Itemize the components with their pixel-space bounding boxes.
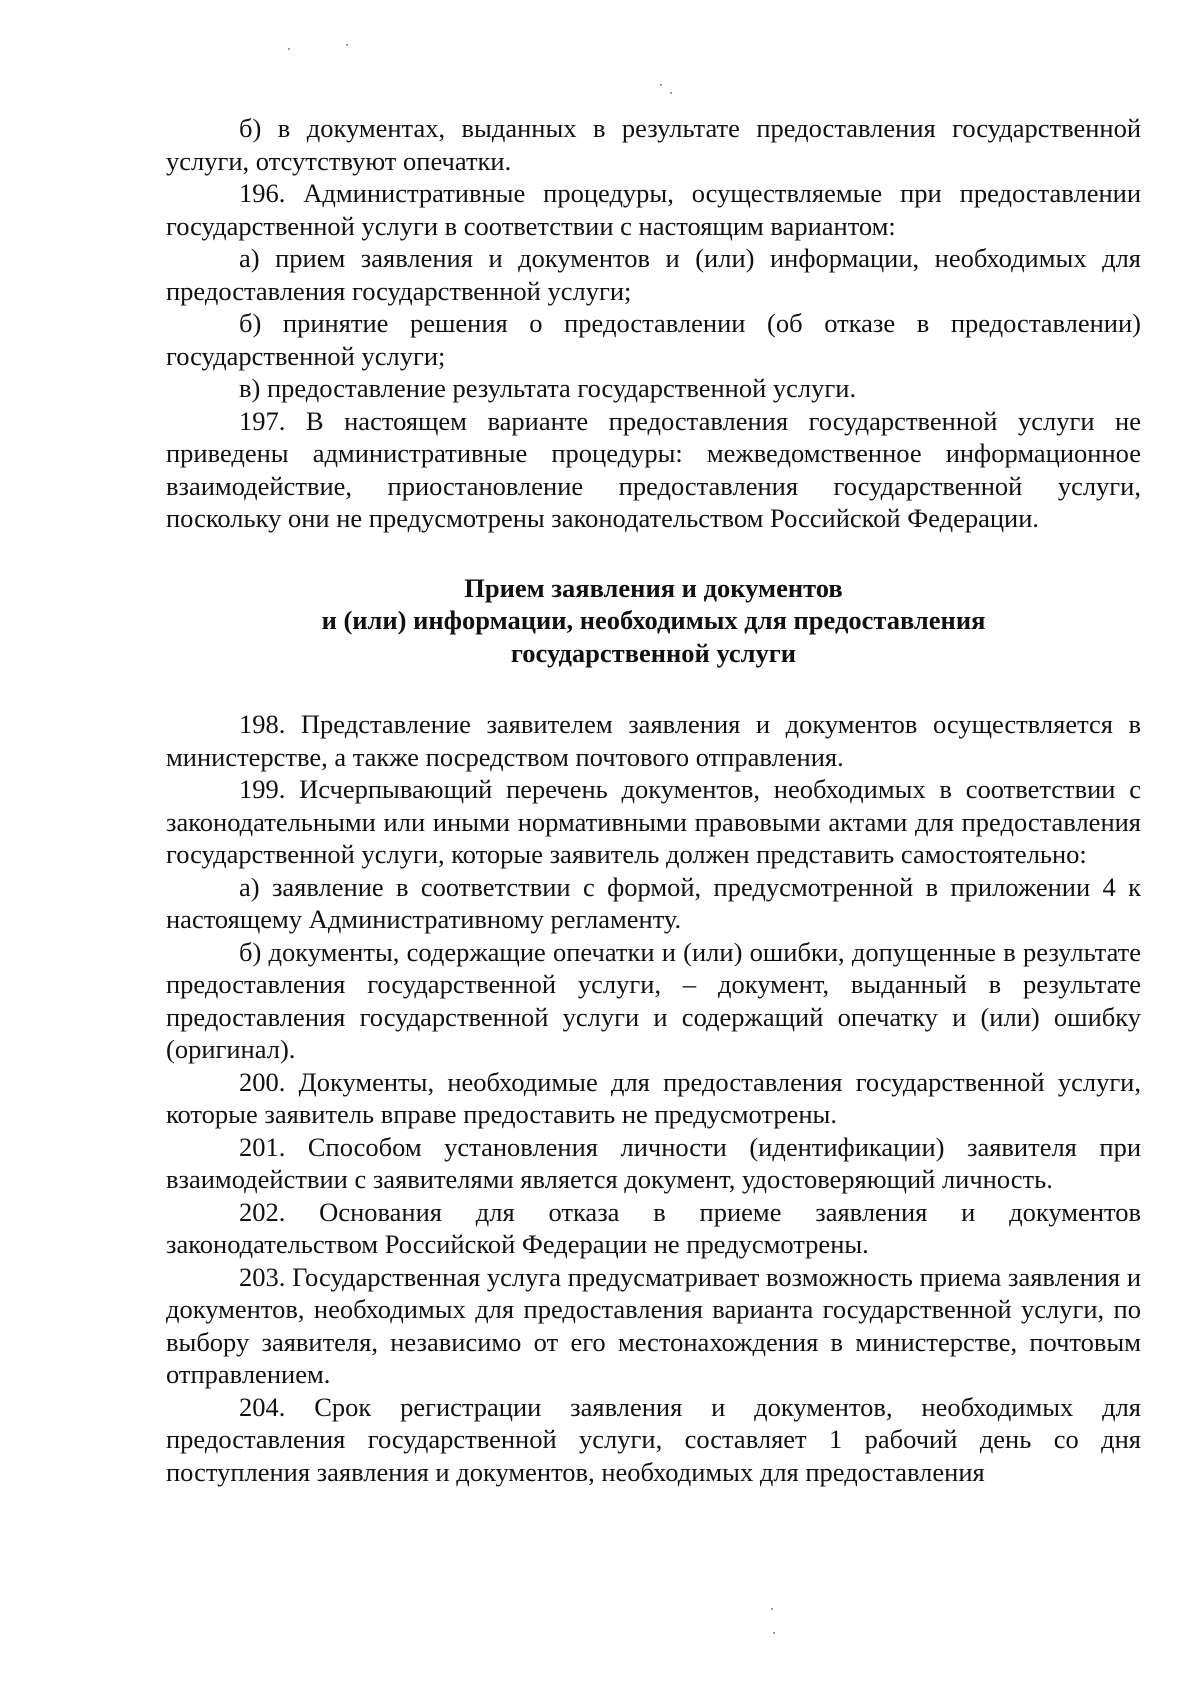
paragraph: 200. Документы, необходимые для предоставления государственной услуги, которые заявитель вправе предоставить не предусмотрены. — [166, 1066, 1141, 1129]
paragraph: 198. Представление заявителем заявления и документов осуществляется в министерстве, а также посредством почтового отправления. — [166, 709, 1141, 772]
scan-speck — [670, 92, 672, 94]
paragraph: 201. Способом установления личности (идентификации) заявителя при взаимодействии с заявителями является документ, удостоверяющий личность. — [166, 1131, 1141, 1194]
paragraph: в) предоставление результата государственной услуги. — [239, 373, 857, 403]
scan-speck — [773, 1632, 775, 1634]
paragraph: 204. Срок регистрации заявления и документов, необходимых для предоставления государственной услуги, составляет 1 рабочий день со дня поступления заявления и документов, необходимых для предоставления — [166, 1391, 1141, 1487]
section-heading — [166, 572, 1141, 670]
heading-line: и (или) информации, необходимых для предоставления — [321, 605, 986, 635]
scan-speck — [660, 84, 662, 86]
heading-line: государственной услуги — [510, 637, 797, 668]
document-page — [166, 112, 1141, 1488]
paragraph: 197. В настоящем варианте предоставления государственной услуги не приведены административные процедуры: межведомственное информационное взаимодействие, приостановление предоставления государственной услуги, поскольку они не предусмотрены законодательством Российской Федерации. — [166, 405, 1141, 533]
paragraph: б) документы, содержащие опечатки и (или) ошибки, допущенные в результате предоставления государственной услуги, – документ, выданный в результате предоставления государственной услуги и содержащий опечатку и (или) ошибку (оригинал). — [166, 936, 1141, 1064]
paragraph: а) заявление в соответствии с формой, предусмотренной в приложении 4 к настоящему Административному регламенту. — [166, 871, 1141, 934]
paragraph: 203. Государственная услуга предусматривает возможность приема заявления и документов, необходимых для предоставления варианта государственной услуги, по выбору заявителя, независимо от его местонахождения в министерстве, почтовым отправлением. — [166, 1261, 1141, 1389]
paragraph: б) в документах, выданных в результате предоставления государственной услуги, отсутствуют опечатки. — [166, 113, 1141, 176]
paragraph: 202. Основания для отказа в приеме заявления и документов законодательством Российской Федерации не предусмотрены. — [166, 1196, 1141, 1259]
paragraph: 196. Административные процедуры, осуществляемые при предоставлении государственной услуги в соответствии с настоящим вариантом: — [166, 178, 1141, 241]
heading-line: Прием заявления и документов — [464, 572, 843, 603]
scan-speck — [288, 48, 290, 50]
scan-speck — [771, 1608, 773, 1610]
paragraph: а) прием заявления и документов и (или) информации, необходимых для предоставления государственной услуги; — [166, 243, 1141, 306]
scan-speck — [346, 44, 348, 46]
paragraph: 199. Исчерпывающий перечень документов, необходимых в соответствии с законодательными или иными нормативными правовыми актами для предоставления государственной услуги, которые заявитель должен представить самостоятельно: — [166, 774, 1141, 869]
paragraph: б) принятие решения о предоставлении (об отказе в предоставлении) государственной услуги; — [166, 308, 1141, 371]
